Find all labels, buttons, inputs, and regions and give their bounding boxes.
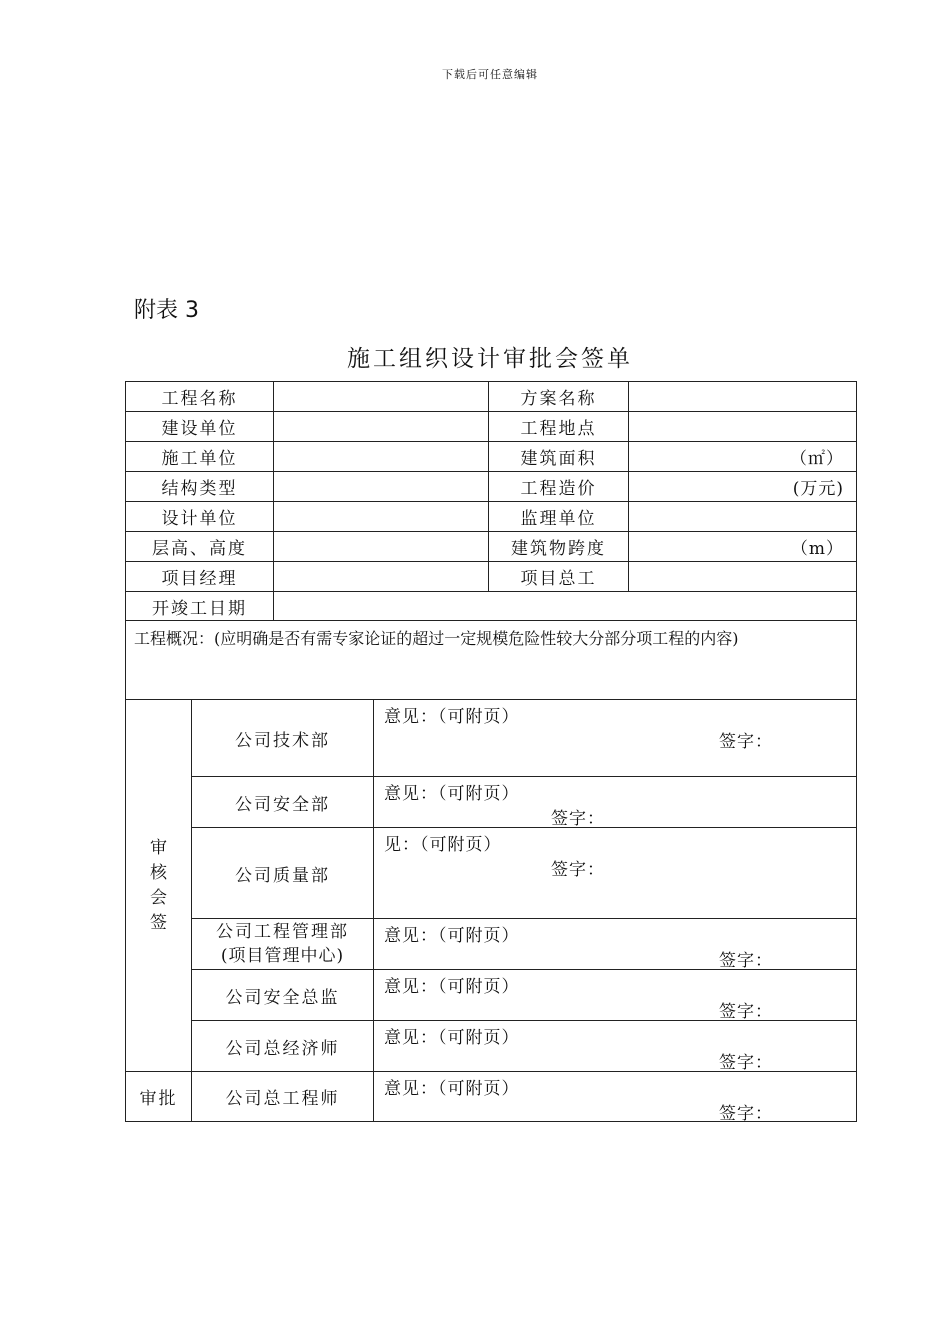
opinion-chief-engineer[interactable] (374, 1072, 857, 1122)
dept-line: (项目管理中心) (220, 946, 345, 966)
opinion-label: 意见：（可附页） (384, 926, 520, 946)
label-project-name: 工程名称 (126, 382, 274, 412)
value-project-name[interactable] (274, 382, 489, 412)
signature-label: 签字： (719, 951, 773, 971)
label-chief-engineer: 项目总工 (489, 562, 629, 592)
review-group-label (126, 700, 192, 1072)
dept-quality: 公司质量部 (192, 828, 374, 919)
opinion-chief-economist[interactable] (374, 1021, 857, 1072)
form-row (126, 621, 857, 700)
signature-label: 签字： (719, 732, 773, 752)
span-unit: （m） (790, 539, 844, 559)
opinion-engineering[interactable] (374, 919, 857, 970)
label-contractor: 施工单位 (126, 442, 274, 472)
opinion-safety-director[interactable] (374, 970, 857, 1021)
label-plan-name: 方案名称 (489, 382, 629, 412)
signature-label: 签字： (719, 1104, 773, 1124)
value-pm[interactable] (274, 562, 489, 592)
value-plan-name[interactable] (629, 382, 857, 412)
form-row (126, 592, 857, 621)
label-span: 建筑物跨度 (489, 532, 629, 562)
form-row (126, 532, 857, 562)
label-structure: 结构类型 (126, 472, 274, 502)
form-row (126, 412, 857, 442)
review-row (126, 828, 857, 919)
label-dates: 开竣工日期 (126, 592, 274, 621)
label-builder: 建设单位 (126, 412, 274, 442)
form-row (126, 502, 857, 532)
opinion-label: 意见：（可附页） (384, 784, 520, 804)
opinion-label: 见：（可附页） (384, 835, 502, 855)
opinion-label: 意见：（可附页） (384, 1028, 520, 1048)
dept-tech: 公司技术部 (192, 700, 374, 777)
approval-row (126, 1072, 857, 1122)
approval-form-table (125, 381, 857, 1122)
value-location[interactable] (629, 412, 857, 442)
signature-label: 签字： (719, 1002, 773, 1022)
label-height: 层高、高度 (126, 532, 274, 562)
value-area[interactable] (629, 442, 857, 472)
document-title: 施工组织设计审批会签单 (347, 346, 633, 372)
review-row (126, 919, 857, 970)
label-pm: 项目经理 (126, 562, 274, 592)
opinion-tech[interactable] (374, 700, 857, 777)
dept-safety-director: 公司安全总监 (192, 970, 374, 1021)
value-designer[interactable] (274, 502, 489, 532)
signature-label: 签字： (719, 1053, 773, 1073)
review-char: 会 (150, 887, 167, 908)
value-builder[interactable] (274, 412, 489, 442)
dept-safety: 公司安全部 (192, 777, 374, 828)
value-cost[interactable] (629, 472, 857, 502)
review-row (126, 700, 857, 777)
review-row (126, 1021, 857, 1072)
value-supervisor[interactable] (629, 502, 857, 532)
review-char: 核 (150, 862, 167, 883)
label-cost: 工程造价 (489, 472, 629, 502)
review-row (126, 970, 857, 1021)
area-unit: （㎡） (790, 449, 844, 469)
opinion-label: 意见：（可附页） (384, 707, 520, 727)
dept-chief-engineer: 公司总工程师 (192, 1072, 374, 1122)
value-height[interactable] (274, 532, 489, 562)
opinion-quality[interactable] (374, 828, 857, 919)
cost-unit: (万元) (792, 479, 844, 499)
attachment-label: 附表 3 (134, 298, 199, 323)
value-chief-engineer[interactable] (629, 562, 857, 592)
signature-label: 签字： (551, 860, 605, 880)
value-contractor[interactable] (274, 442, 489, 472)
form-row (126, 472, 857, 502)
form-row (126, 562, 857, 592)
opinion-label: 意见：（可附页） (384, 1079, 520, 1099)
label-designer: 设计单位 (126, 502, 274, 532)
overview-cell[interactable] (126, 621, 857, 700)
value-span[interactable] (629, 532, 857, 562)
value-structure[interactable] (274, 472, 489, 502)
review-char: 签 (150, 912, 167, 933)
review-row (126, 777, 857, 828)
dept-chief-economist: 公司总经济师 (192, 1021, 374, 1072)
form-row (126, 382, 857, 412)
opinion-label: 意见：（可附页） (384, 977, 520, 997)
header-note: 下载后可任意编辑 (442, 68, 538, 81)
approval-label: 审批 (126, 1072, 192, 1122)
review-char: 审 (150, 837, 167, 858)
overview-label: 工程概况：(应明确是否有需专家论证的超过一定规模危险性较大分部分项工程的内容) (134, 629, 739, 648)
signature-label: 签字： (551, 809, 605, 829)
value-dates[interactable] (274, 592, 857, 621)
dept-engineering (192, 919, 374, 970)
label-area: 建筑面积 (489, 442, 629, 472)
opinion-safety[interactable] (374, 777, 857, 828)
dept-line: 公司工程管理部 (216, 922, 349, 942)
label-location: 工程地点 (489, 412, 629, 442)
label-supervisor: 监理单位 (489, 502, 629, 532)
form-row (126, 442, 857, 472)
